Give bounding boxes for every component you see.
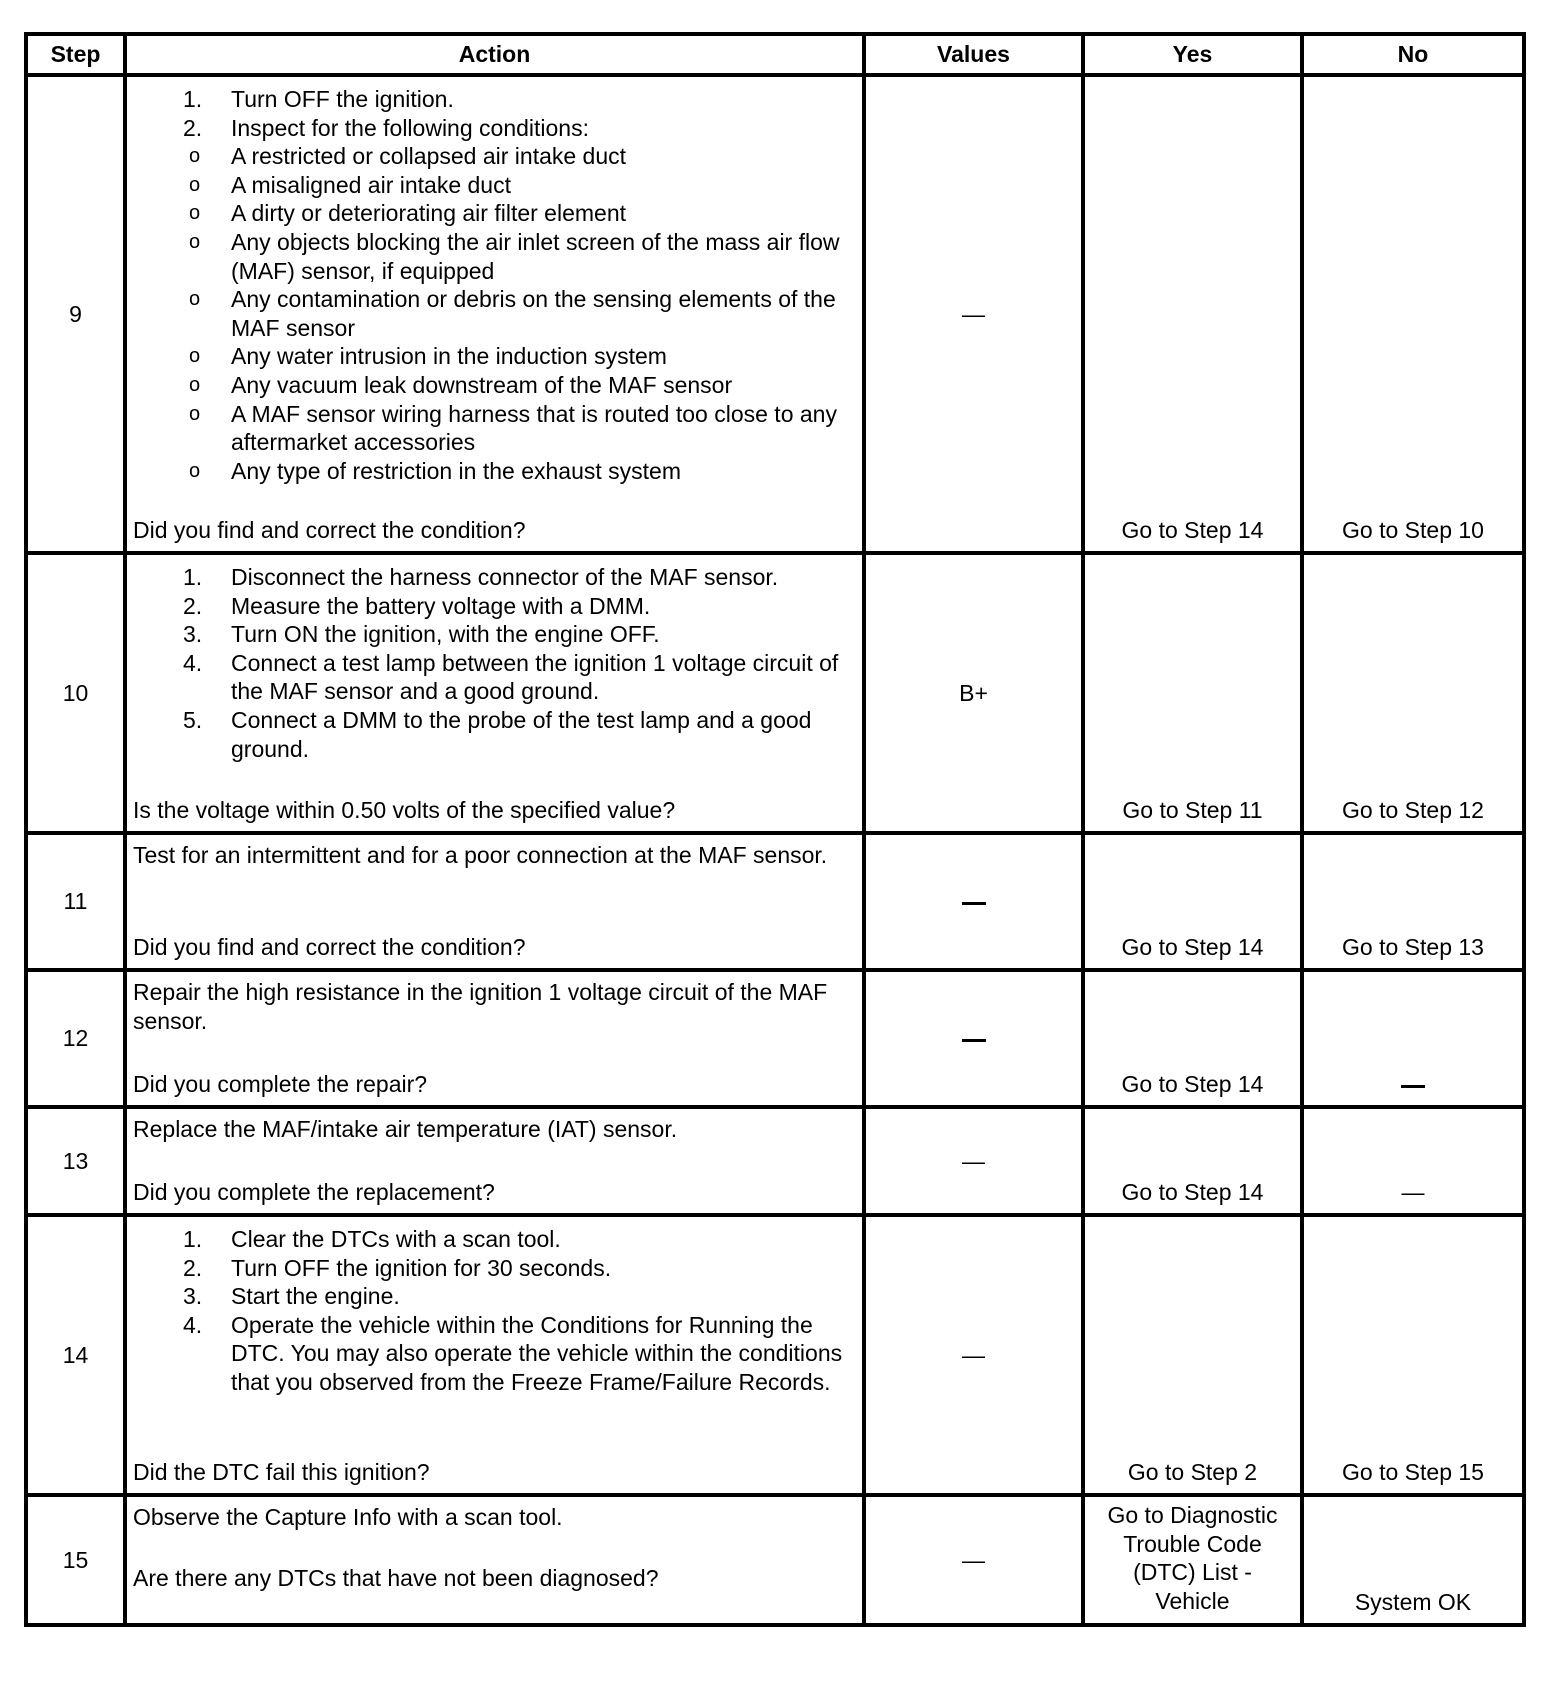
question-text: Did you complete the replacement? [133,1179,495,1206]
yes-cell: Go to Step 14 [1083,833,1302,970]
header-row [26,34,1524,75]
value-cell [864,970,1083,1107]
step-index: 4. [183,649,203,676]
table-row [26,1215,1524,1495]
dash-mark [962,902,986,905]
bullet-icon: o [189,173,201,196]
condition-item [139,228,862,285]
action-step [127,1282,862,1311]
step-index: 1. [183,86,203,112]
step-text: Inspect for the following conditions: [231,114,589,141]
action-steps [127,555,862,763]
step-text: Disconnect the harness connector of the MAF sensor. [231,564,779,590]
action-cell [125,75,864,553]
value-cell [864,1495,1083,1625]
condition-item [139,342,862,371]
action-step [127,1311,862,1397]
diagnostic-table [24,32,1526,1627]
no-cell: Go to Step 13 [1302,833,1524,970]
yes-cell: Go to Step 11 [1083,553,1302,833]
header-yes: Yes [1083,34,1302,75]
step-index: 5. [183,706,203,733]
question-text: Are there any DTCs that have not been diagnosed? [133,1565,659,1592]
condition-item [139,171,862,200]
header-step: Step [26,34,125,75]
action-cell [125,970,864,1107]
table-row [26,833,1524,970]
dash: — [962,1546,985,1573]
step-text: Connect a test lamp between the ignition 1 voltage circuit of the MAF sensor and a good ground. [231,649,839,705]
value-cell [864,75,1083,553]
question-text: Did you complete the repair? [133,1071,428,1098]
action-step [127,114,862,486]
step-text: Turn ON the ignition, with the engine OFF. [231,621,660,648]
no-cell [1302,970,1524,1107]
condition-text: A misaligned air intake duct [231,171,511,198]
condition-item [139,142,862,171]
value-cell [864,1215,1083,1495]
no-cell: System OK [1302,1495,1524,1625]
bullet-icon: o [189,230,201,253]
step-number: 13 [26,1107,125,1215]
action-cell [125,833,864,970]
condition-text: A dirty or deteriorating air filter element [231,200,627,227]
dash: — [962,1341,985,1368]
action-text: Test for an intermittent and for a poor connection at the MAF sensor. [133,842,828,868]
step-text: Operate the vehicle within the Conditions for Running the DTC. You may also operate the vehicle within the conditions that you observed from the Freeze Frame/Failure Records. [231,1311,843,1395]
action-step [127,85,862,114]
step-index: 3. [183,621,203,648]
value-cell: B+ [864,553,1083,833]
action-cell [125,1107,864,1215]
condition-item [139,457,862,486]
condition-text: Any water intrusion in the induction system [231,343,667,370]
action-text: Observe the Capture Info with a scan tool. [133,1504,563,1530]
condition-text: A restricted or collapsed air intake duct [231,143,627,170]
table-row [26,75,1524,553]
table-row [26,1495,1524,1625]
no-cell: Go to Step 15 [1302,1215,1524,1495]
yes-cell: Go to Step 14 [1083,970,1302,1107]
action-cell [125,553,864,833]
action-text: Repair the high resistance in the ignition 1 voltage circuit of the MAF sensor. [133,979,828,1034]
condition-item [139,371,862,400]
no-cell [1302,1107,1524,1215]
step-text: Turn OFF the ignition. [231,86,454,112]
step-text: Measure the battery voltage with a DMM. [231,592,651,619]
table-row [26,970,1524,1107]
header-values: Values [864,34,1083,75]
condition-item [139,199,862,228]
diagnostic-table-container [24,32,1526,1627]
dash-mark [1401,1085,1425,1088]
dash: — [1401,1179,1425,1206]
header-no: No [1302,34,1524,75]
condition-item [139,400,862,457]
step-index: 2. [183,114,203,141]
bullet-icon: o [189,373,201,396]
action-step [127,649,862,706]
condition-text: Any vacuum leak downstream of the MAF sensor [231,371,733,398]
bullet-icon: o [189,345,201,368]
bullet-icon: o [189,402,201,425]
action-step [127,620,862,649]
step-index: 1. [183,564,203,590]
yes-cell: Go to Step 14 [1083,1107,1302,1215]
question-text: Is the voltage within 0.50 volts of the specified value? [133,797,676,824]
step-index: 1. [183,1226,203,1252]
step-text: Clear the DTCs with a scan tool. [231,1226,561,1252]
bullet-icon: o [189,288,201,311]
bullet-icon: o [189,145,201,168]
dash-mark [962,1039,986,1042]
action-step [127,592,862,621]
step-index: 3. [183,1283,203,1310]
question-text: Did you find and correct the condition? [133,517,526,544]
step-number: 11 [26,833,125,970]
table-row [26,1107,1524,1215]
step-index: 2. [183,592,203,619]
step-number: 15 [26,1495,125,1625]
condition-text: Any type of restriction in the exhaust system [231,457,681,484]
action-steps [127,1217,862,1397]
step-number: 12 [26,970,125,1107]
action-step [127,1225,862,1254]
step-text: Start the engine. [231,1283,400,1310]
table-row [26,553,1524,833]
step-text: Turn OFF the ignition for 30 seconds. [231,1254,612,1281]
yes-cell: Go to Step 2 [1083,1215,1302,1495]
no-cell: Go to Step 12 [1302,553,1524,833]
action-cell [125,1495,864,1625]
bullet-icon: o [189,202,201,225]
condition-text: Any objects blocking the air inlet screen of the mass air flow (MAF) sensor, if equipped [231,228,840,284]
step-number: 9 [26,75,125,553]
no-cell: Go to Step 10 [1302,75,1524,553]
action-step [127,563,862,592]
condition-list [127,142,862,485]
step-number: 14 [26,1215,125,1495]
question-text: Did you find and correct the condition? [133,934,526,961]
value-cell [864,1107,1083,1215]
header-action: Action [125,34,864,75]
yes-cell: Go to Diagnostic Trouble Code (DTC) List - Vehicle [1083,1495,1302,1625]
action-step [127,1254,862,1283]
action-cell [125,1215,864,1495]
condition-item [139,285,862,342]
action-text: Replace the MAF/intake air temperature (IAT) sensor. [133,1116,678,1142]
step-index: 2. [183,1254,203,1281]
bullet-icon: o [189,459,201,482]
question-text: Did the DTC fail this ignition? [133,1459,430,1486]
step-number: 10 [26,553,125,833]
step-text: Connect a DMM to the probe of the test lamp and a good ground. [231,706,812,762]
value-cell [864,833,1083,970]
step-index: 4. [183,1311,203,1338]
action-steps [127,77,862,485]
yes-cell: Go to Step 14 [1083,75,1302,553]
dash: — [962,300,985,327]
condition-text: A MAF sensor wiring harness that is routed too close to any aftermarket accessories [231,400,837,456]
condition-text: Any contamination or debris on the sensing elements of the MAF sensor [231,286,836,341]
action-step [127,706,862,763]
dash: — [962,1147,985,1174]
